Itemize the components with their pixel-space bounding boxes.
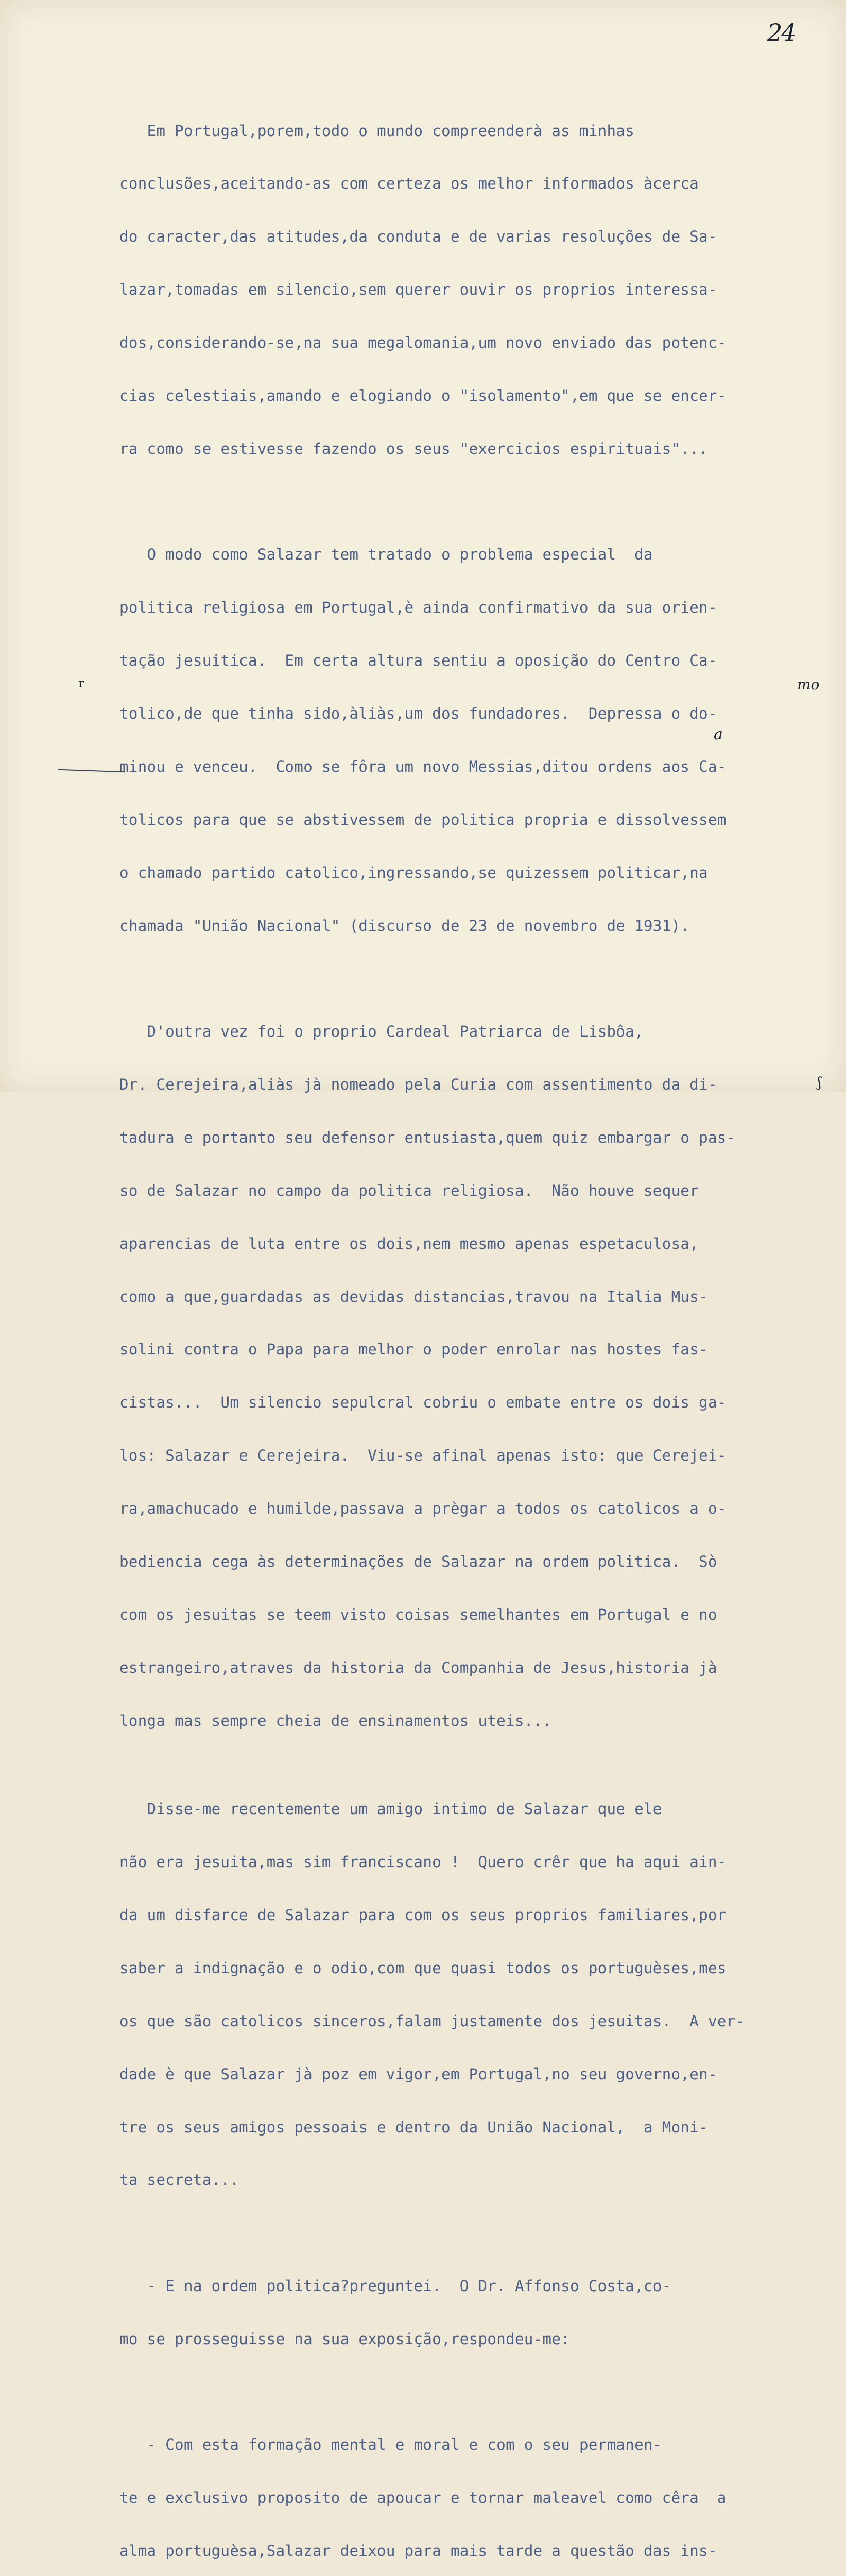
paragraph-3 <box>119 988 809 1765</box>
handwritten-correction: mo <box>797 676 820 693</box>
handwritten-correction: a <box>714 725 723 743</box>
text-line: D'outra vez foi o proprio Cardeal Patriarca de Lisbôa, <box>119 1023 644 1041</box>
text-line: O modo como Salazar tem tratado o problema especial da <box>119 546 653 564</box>
text-line: - E na ordem politica?preguntei. O Dr. Affonso Costa,co- <box>119 2277 671 2295</box>
text-line: como a que,guardadas as devidas distancias,travou na Italia Mus- <box>119 1287 709 1306</box>
text-line: los: Salazar e Cerejeira. Viu-se afinal apenas isto: que Cerejei- <box>119 1447 727 1465</box>
text-line: estrangeiro,atraves da historia da Companhia de Jesus,historia jà <box>119 1658 717 1676</box>
text-line: com os jesuitas se teem visto coisas semelhantes em Portugal e no <box>119 1605 717 1623</box>
margin-pen-stroke <box>58 769 125 773</box>
text-line: conclusões,aceitando-as com certeza os melhor informados àcerca <box>119 175 699 193</box>
text-line: cias celestiais,amando e elogiando o "isolamento",em que se encer- <box>119 387 727 405</box>
text-line: tre os seus amigos pessoais e dentro da União Nacional, a Moni- <box>119 2118 709 2136</box>
text-line: tação jesuitica. Em certa altura sentiu a oposição do Centro Ca- <box>119 652 717 670</box>
text-line: lazar,tomadas em silencio,sem querer ouvir os proprios interessa- <box>119 281 717 299</box>
text-line: os que são catolicos sinceros,falam justamente dos jesuitas. A ver- <box>119 2012 745 2030</box>
text-line: cistas... Um silencio sepulcral cobriu o embate entre os dois ga- <box>119 1394 727 1412</box>
text-line: ra,amachucado e humilde,passava a prègar a todos os catolicos a o- <box>119 1500 727 1518</box>
text-line: solini contra o Papa para melhor o poder enrolar nas hostes fas- <box>119 1341 709 1359</box>
text-line: dade è que Salazar jà poz em vigor,em Portugal,no seu governo,en- <box>119 2065 717 2083</box>
margin-mark: r <box>78 676 84 690</box>
text-line: alma portuguèsa,Salazar deixou para mais tarde a questão das ins- <box>119 2542 717 2560</box>
text-line: so de Salazar no campo da politica religiosa. Não houve sequer <box>119 1181 699 1199</box>
text-line: Disse-me recentemente um amigo intimo de Salazar que ele <box>119 1800 662 1818</box>
text-line: do caracter,das atitudes,da conduta e de varias resoluções de Sa- <box>119 228 717 246</box>
text-line: da um disfarce de Salazar para com os seus proprios familiares,por <box>119 1906 727 1924</box>
text-line: o chamado partido catolico,ingressando,se quizessem politicar,na <box>119 863 709 882</box>
paragraph-2 <box>119 511 809 970</box>
text-line: bediencia cega às determinações de Salazar na ordem politica. Sò <box>119 1553 717 1571</box>
text-line: mo se prosseguisse na sua exposição,respondeu-me: <box>119 2330 571 2348</box>
text-line: politica religiosa em Portugal,è ainda confirmativo da sua orien- <box>119 599 717 617</box>
text-line: saber a indignação e o odio,com que quasi todos os portuguèses,mes <box>119 1959 727 1977</box>
text-line: tolicos para que se abstivessem de politica propria e dissolvessem <box>119 810 727 828</box>
text-line: ta secreta... <box>119 2171 239 2189</box>
corner-mark: ʃ <box>818 1075 822 1090</box>
text-line: Em Portugal,porem,todo o mundo compreenderà as minhas <box>119 122 635 140</box>
paragraph-6 <box>119 2401 809 2576</box>
paragraph-4 <box>119 1765 809 2225</box>
text-line: dos,considerando-se,na sua megalomania,um novo enviado das potenc- <box>119 334 727 352</box>
text-line: tadura e portanto seu defensor entusiasta,quem quiz embargar o pas- <box>119 1128 736 1146</box>
page-number: 24 <box>767 19 796 46</box>
text-line: - Com esta formação mental e moral e com o seu permanen- <box>119 2436 662 2454</box>
typed-text-body <box>119 87 809 2576</box>
paragraph-5 <box>119 2242 809 2383</box>
text-line: tolico,de que tinha sido,àliàs,um dos fundadores. Depressa o do- <box>119 705 717 723</box>
text-line: chamada "União Nacional" (discurso de 23 de novembro de 1931). <box>119 917 690 935</box>
text-line: longa mas sempre cheia de ensinamentos uteis... <box>119 1711 552 1730</box>
text-line: ra como se estivesse fazendo os seus "exercicios espirituais"... <box>119 439 709 457</box>
text-line: não era jesuita,mas sim franciscano ! Quero crêr que ha aqui ain- <box>119 1853 727 1871</box>
text-line: Dr. Cerejeira,aliàs jà nomeado pela Curia com assentimento da di- <box>119 1076 717 1094</box>
paragraph-1 <box>119 87 809 493</box>
text-line: aparencias de luta entre os dois,nem mesmo apenas espetaculosa, <box>119 1234 699 1252</box>
text-line: minou e venceu. Como se fôra um novo Messias,ditou ordens aos Ca- <box>119 757 727 775</box>
text-line: te e exclusivo proposito de apoucar e tornar maleavel como cêra a <box>119 2489 727 2507</box>
